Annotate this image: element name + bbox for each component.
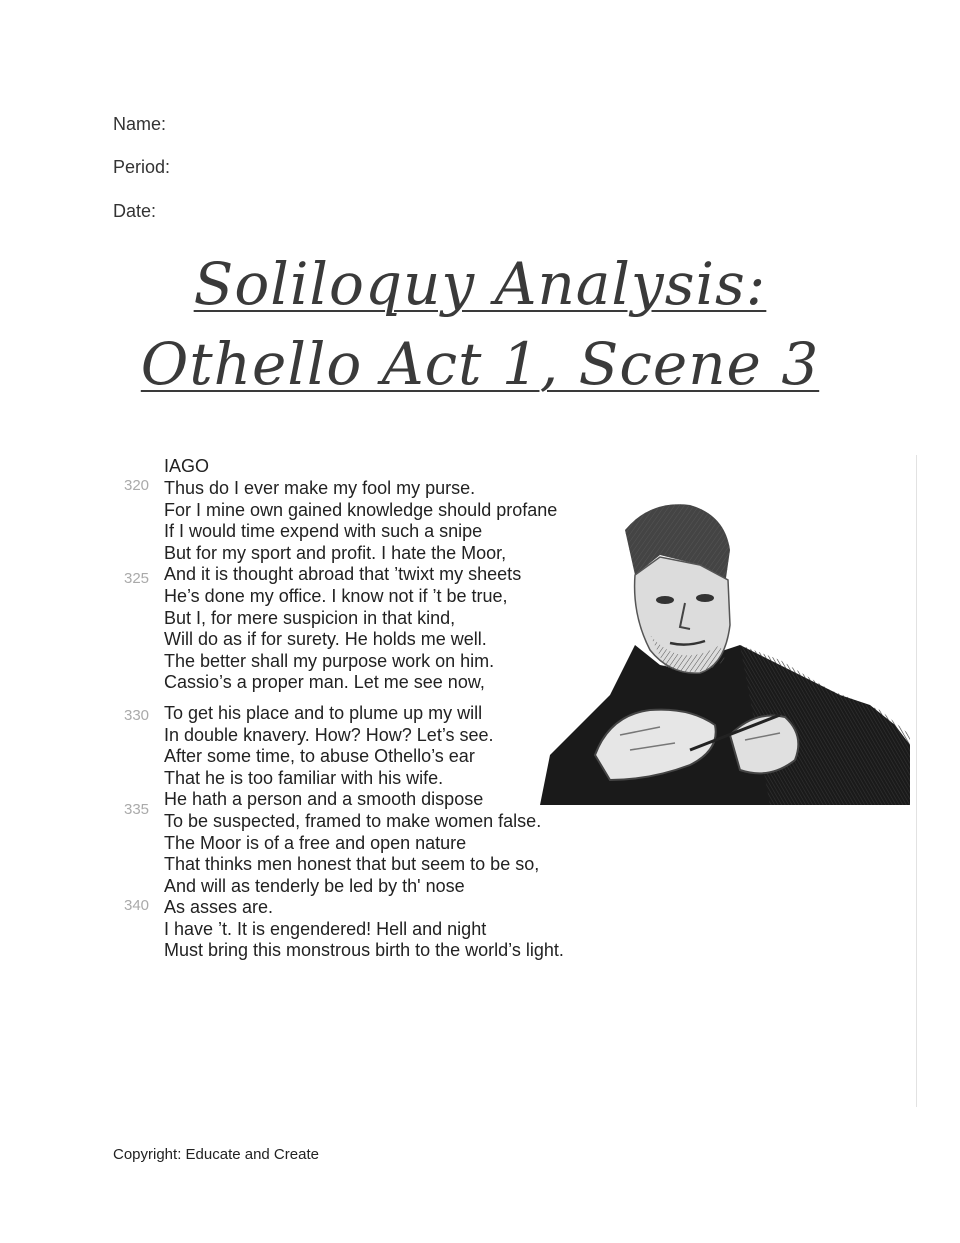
date-label: Date: — [113, 201, 157, 221]
soliloquy-text — [164, 478, 564, 962]
line-number: 330 — [124, 707, 150, 724]
verse-line: And will as tenderly be led by th' nose — [164, 875, 465, 896]
verse-line: He hath a person and a smooth dispose — [164, 789, 484, 810]
verse-line: I have ’t. It is engendered! Hell and night — [164, 918, 487, 939]
page-title-line-1: Soliloquy Analysis: — [193, 250, 767, 318]
verse-line: To get his place and to plume up my will — [164, 702, 483, 723]
verse-line: As asses are. — [164, 897, 274, 918]
verse-line: After some time, to abuse Othello’s ear — [164, 746, 475, 767]
speaker-name: IAGO — [164, 456, 210, 476]
margin-divider — [916, 455, 917, 1107]
verse-line: Must bring this monstrous birth to the world’s light. — [164, 940, 564, 961]
period-label: Period: — [113, 157, 171, 177]
verse-line: That he is too familiar with his wife. — [164, 767, 444, 788]
line-number: 340 — [124, 897, 150, 914]
verse-line: The better shall my purpose work on him. — [164, 650, 495, 671]
verse-line: The Moor is of a free and open nature — [164, 832, 467, 853]
verse-line: Thus do I ever make my fool my purse. — [164, 478, 476, 498]
verse-line: He’s done my office. I know not if ’t be true, — [164, 585, 508, 606]
verse-line: If I would time expend with such a snipe — [164, 521, 483, 542]
verse-line: And it is thought abroad that ’twixt my sheets — [164, 564, 522, 585]
iago-portrait-image — [540, 495, 910, 805]
name-label: Name: — [113, 114, 167, 134]
verse-line: To be suspected, framed to make women false. — [164, 810, 542, 831]
verse-line: For I mine own gained knowledge should profane — [164, 499, 558, 520]
copyright-notice: Copyright: Educate and Create — [113, 1146, 319, 1163]
verse-line: Cassio’s a proper man. Let me see now, — [164, 672, 485, 693]
line-number: 325 — [124, 570, 150, 587]
line-number: 335 — [124, 801, 150, 818]
line-number: 320 — [124, 477, 150, 494]
verse-line: But I, for mere suspicion in that kind, — [164, 607, 456, 628]
verse-line: That thinks men honest that but seem to be so, — [164, 854, 540, 875]
verse-line: But for my sport and profit. I hate the Moor, — [164, 542, 507, 563]
verse-line: In double knavery. How? How? Let’s see. — [164, 724, 494, 745]
page-title-line-2: Othello Act 1, Scene 3 — [140, 330, 820, 398]
verse-line: Will do as if for surety. He holds me well. — [164, 629, 487, 650]
